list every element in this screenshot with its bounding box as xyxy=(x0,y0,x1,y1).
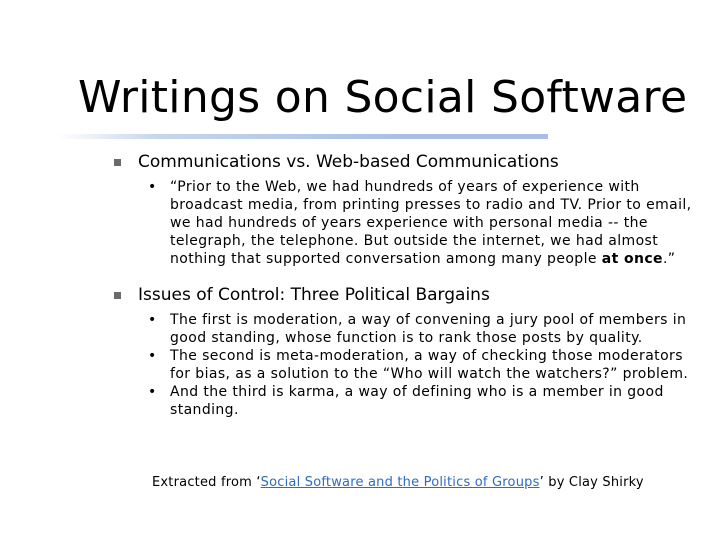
sub-bullet-text: The second is meta-moderation, a way of checking those moderators for bias, as a solution to the “Who will watch the watchers?” problem. xyxy=(170,348,689,382)
footer-prefix: Extracted from ‘ xyxy=(152,475,261,490)
bullet-heading xyxy=(114,151,704,173)
dot-bullet-icon: • xyxy=(148,384,157,400)
sub-bullets xyxy=(148,311,704,419)
footer-suffix: ’ by Clay Shirky xyxy=(539,475,644,490)
dot-bullet-icon: • xyxy=(148,179,157,195)
sub-bullets xyxy=(148,178,704,268)
bullet-heading xyxy=(114,284,704,306)
sub-bullet-text: The first is moderation, a way of convening a jury pool of members in good standing, whose function is to rank those posts by quality. xyxy=(170,312,687,346)
dot-bullet-icon: • xyxy=(148,348,157,364)
sub-bullet-karma xyxy=(148,383,704,419)
source-link[interactable]: Social Software and the Politics of Groups xyxy=(260,475,540,490)
sub-bullet-moderation xyxy=(148,311,704,347)
sub-bullet-text: And the third is karma, a way of defining who is a member in good standing. xyxy=(170,384,664,418)
title-underline xyxy=(58,134,548,139)
quote-text: “Prior to the Web, we had hundreds of years of experience with broadcast media, from printing presses to radio and TV. Prior to email, we had hundreds of years experience with personal media -- the telegraph, the telephone. But outside the internet, we had almost nothing that supported conversation among many people xyxy=(170,179,692,267)
sub-bullet-quote xyxy=(148,178,704,268)
bullet-communications xyxy=(114,151,704,268)
dot-bullet-icon: • xyxy=(148,312,157,328)
square-bullet-icon xyxy=(114,159,121,166)
bullet-heading-text: Communications vs. Web-based Communications xyxy=(138,152,559,172)
bullet-heading-text: Issues of Control: Three Political Bargains xyxy=(138,285,490,305)
bullet-issues-of-control xyxy=(114,284,704,419)
quote-bold-text: at once xyxy=(601,251,663,267)
sub-bullet-meta-moderation xyxy=(148,347,704,383)
quote-end-text: .” xyxy=(662,251,676,267)
source-footer xyxy=(152,475,644,490)
slide-title: Writings on Social Software xyxy=(78,72,688,123)
square-bullet-icon xyxy=(114,292,121,299)
